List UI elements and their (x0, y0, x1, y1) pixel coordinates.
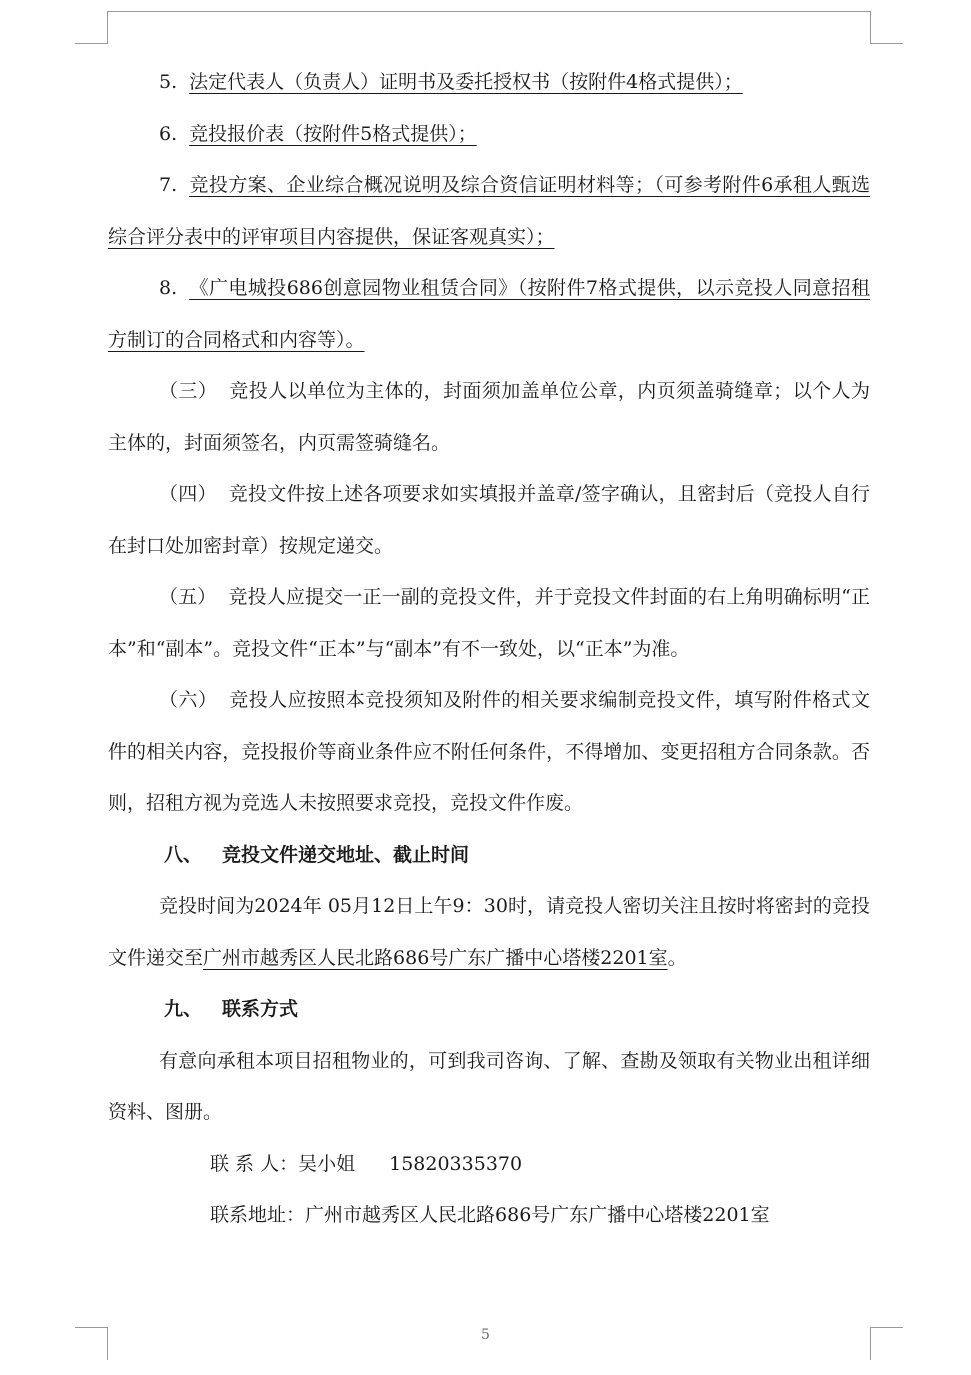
contact-address: 广州市越秀区人民北路686号广东广播中心塔楼2201室 (305, 1204, 770, 1226)
contact-address-line (108, 1190, 870, 1242)
clause-paragraph (108, 366, 870, 469)
contact-intro-text: 有意向承租本项目招租物业的，可到我司咨询、了解、查勘及领取有关物业出租详细资料、图册。 (108, 1049, 870, 1123)
crop-mark-top-left (75, 11, 108, 44)
clause-number: （六） (159, 689, 218, 711)
clause-number: （四） (159, 483, 217, 505)
section-number: 九、 (164, 998, 203, 1020)
list-item (108, 160, 870, 263)
submission-time-text: 竞投时间为2024年 05月12日上午9：30时，请竞投人密切关注且按时将密封的竞投文件递交至 (108, 895, 870, 969)
section-title: 联系方式 (222, 998, 299, 1020)
contact-person-label: 联 系 人： (210, 1152, 299, 1175)
sentence-end: 。 (667, 946, 687, 969)
contact-person-line (108, 1139, 870, 1191)
item-number: 6. (159, 122, 178, 145)
section-body (108, 1036, 870, 1139)
clause-number: （五） (159, 586, 217, 608)
clause-paragraph (108, 675, 870, 830)
item-text: 法定代表人（负责人）证明书及委托授权书（按附件4格式提供）； (189, 71, 743, 93)
item-number: 5. (159, 71, 178, 93)
item-text: 竞投报价表（按附件5格式提供）； (189, 122, 477, 145)
clause-paragraph (108, 469, 870, 572)
clause-text: 竞投人应按照本竞投须知及附件的相关要求编制竞投文件，填写附件格式文件的相关内容，竞投报价等商业条件应不附任何条件，不得增加、变更招租方合同条款。否则，招租方视为竞选人未按照要求竞投，竞投文件作废。 (108, 689, 870, 814)
item-text: 《广电城投686创意园物业租赁合同》（按附件7格式提供，以示竞投人同意招租方制订的合同格式和内容等）。 (108, 277, 870, 351)
header-rule (107, 11, 870, 12)
clause-text: 竞投人应提交一正一副的竞投文件，并于竞投文件封面的右上角明确标明“正本”和“副本”。竞投文件“正本”与“副本”有不一致处，以“正本”为准。 (108, 586, 870, 660)
list-item (108, 263, 870, 366)
submission-address: 广州市越秀区人民北路686号广东广播中心塔楼2201室 (203, 946, 668, 969)
contact-address-label: 联系地址： (210, 1204, 306, 1226)
list-item (108, 57, 870, 109)
crop-mark-top-right (870, 11, 903, 44)
item-text: 竞投方案、企业综合概况说明及综合资信证明材料等；（可参考附件6承租人甄选综合评分表中的评审项目内容提供，保证客观真实）； (108, 174, 870, 248)
section-heading (108, 984, 870, 1036)
clause-paragraph (108, 572, 870, 675)
clause-number: （三） (159, 380, 218, 402)
section-number: 八、 (164, 843, 203, 866)
item-number: 8. (159, 277, 178, 299)
page-body (108, 57, 870, 1242)
contact-person-name: 吴小姐 (298, 1152, 356, 1175)
section-body (108, 881, 870, 984)
clause-text: 竞投文件按上述各项要求如实填报并盖章/签字确认，且密封后（竞投人自行在封口处加密封章）按规定递交。 (108, 483, 870, 557)
clause-text: 竞投人以单位为主体的，封面须加盖单位公章，内页须盖骑缝章；以个人为主体的，封面须签名，内页需签骑缝名。 (108, 380, 870, 454)
list-item (108, 109, 870, 161)
page-number: 5 (481, 1327, 490, 1343)
section-heading (108, 830, 870, 882)
contact-phone: 15820335370 (389, 1152, 523, 1175)
section-title: 竞投文件递交地址、截止时间 (222, 843, 470, 866)
item-number: 7. (159, 174, 178, 196)
